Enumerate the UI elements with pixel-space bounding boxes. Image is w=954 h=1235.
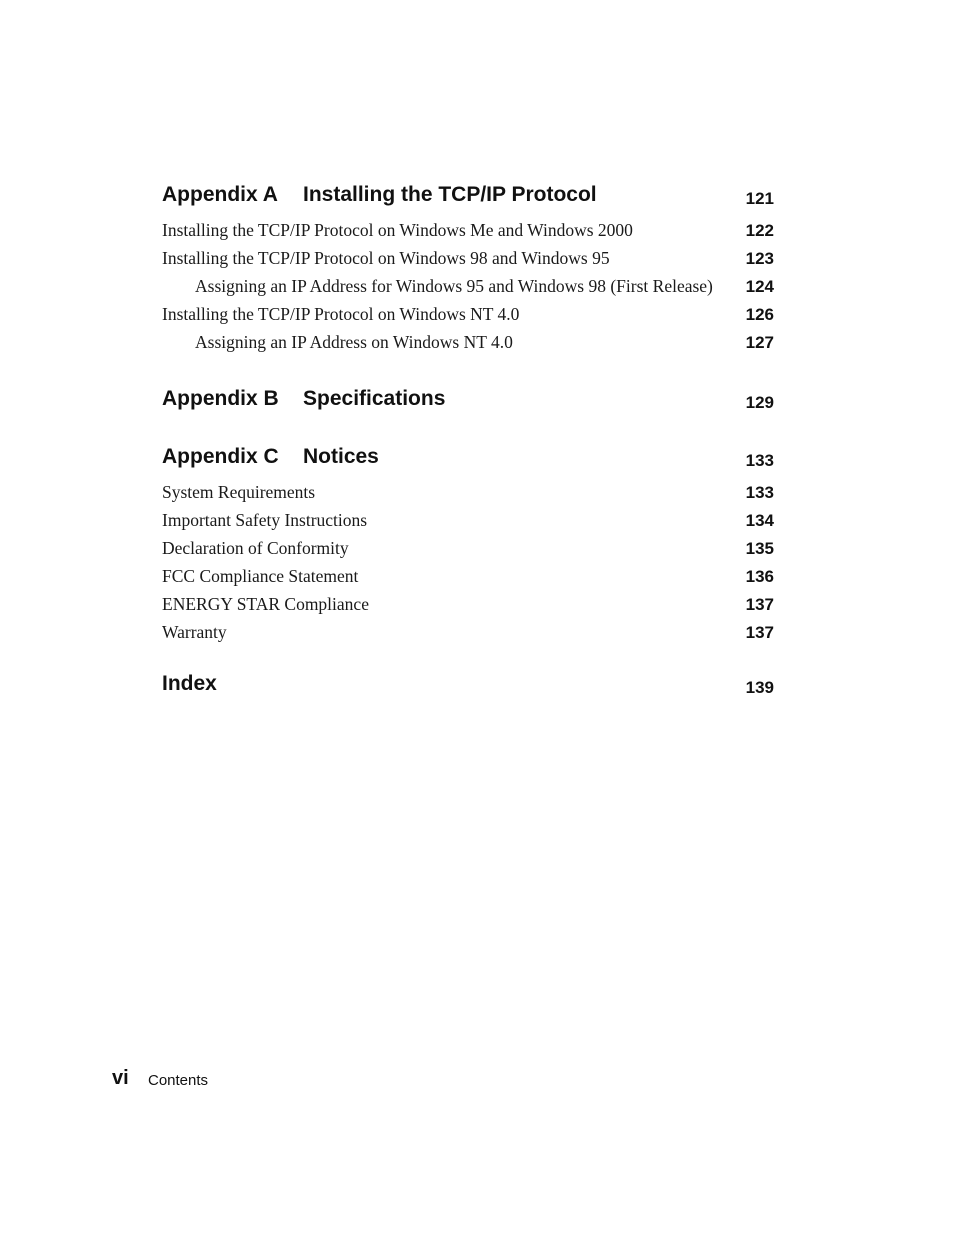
toc-entry-page: 122 <box>745 221 774 240</box>
toc-entry-page: 124 <box>745 277 774 296</box>
toc-entry-page: 134 <box>745 511 774 530</box>
appendix-a-title: Installing the TCP/IP Protocol <box>303 183 597 206</box>
appendix-c-heading[interactable] <box>162 443 774 473</box>
toc-entry[interactable] <box>162 535 774 561</box>
page-number: vi <box>112 1067 129 1089</box>
toc-entry-page: 127 <box>745 333 774 352</box>
index-page: 139 <box>745 678 774 697</box>
page-footer <box>112 1066 412 1090</box>
appendix-b-title: Specifications <box>303 387 446 410</box>
toc-entry-page: 137 <box>745 623 774 642</box>
index-heading[interactable] <box>162 670 774 700</box>
toc-entry-page: 136 <box>745 567 774 586</box>
toc-entry-page: 135 <box>745 539 774 558</box>
toc-entry[interactable] <box>162 245 774 271</box>
toc-entry-page: 137 <box>745 595 774 614</box>
toc-entry-label: System Requirements <box>162 482 316 502</box>
toc-entry[interactable] <box>162 301 774 327</box>
appendix-a-heading[interactable] <box>162 181 774 211</box>
toc-entry[interactable] <box>162 507 774 533</box>
toc-entry[interactable] <box>162 217 774 243</box>
appendix-a-page: 121 <box>745 189 774 208</box>
appendix-b-prefix: Appendix B <box>162 387 279 410</box>
toc-entry-label: Installing the TCP/IP Protocol on Windows Me and Windows 2000 <box>162 220 633 240</box>
toc-entry-label: FCC Compliance Statement <box>162 566 359 586</box>
toc-entry-label: ENERGY STAR Compliance <box>162 594 369 614</box>
toc-entry[interactable] <box>162 619 774 645</box>
toc-entry-page: 123 <box>745 249 774 268</box>
toc-entry-label: Assigning an IP Address on Windows NT 4.0 <box>195 332 513 352</box>
appendix-c-page: 133 <box>745 451 774 470</box>
appendix-a-prefix: Appendix A <box>162 183 278 206</box>
appendix-c-title: Notices <box>303 445 379 468</box>
toc-entry[interactable] <box>162 479 774 505</box>
toc-entry[interactable] <box>162 563 774 589</box>
running-head: Contents <box>148 1072 209 1089</box>
appendix-b-page: 129 <box>745 393 774 412</box>
appendix-c-prefix: Appendix C <box>162 445 279 468</box>
toc-entry-label: Installing the TCP/IP Protocol on Windows NT 4.0 <box>162 304 520 324</box>
toc-entry-label: Declaration of Conformity <box>162 538 349 558</box>
toc-entry-page: 133 <box>745 483 774 502</box>
toc-entry-label: Installing the TCP/IP Protocol on Windows 98 and Windows 95 <box>162 248 610 268</box>
appendix-b-heading[interactable] <box>162 385 774 415</box>
toc-entry[interactable] <box>162 591 774 617</box>
toc-subentry[interactable] <box>162 329 774 355</box>
index-title: Index <box>162 672 217 695</box>
toc-entry-label: Warranty <box>162 622 227 642</box>
toc-entry-page: 126 <box>745 305 774 324</box>
toc-entry-label: Assigning an IP Address for Windows 95 and Windows 98 (First Release) <box>195 276 713 296</box>
toc-entry-label: Important Safety Instructions <box>162 510 368 530</box>
toc-subentry[interactable] <box>162 273 774 299</box>
